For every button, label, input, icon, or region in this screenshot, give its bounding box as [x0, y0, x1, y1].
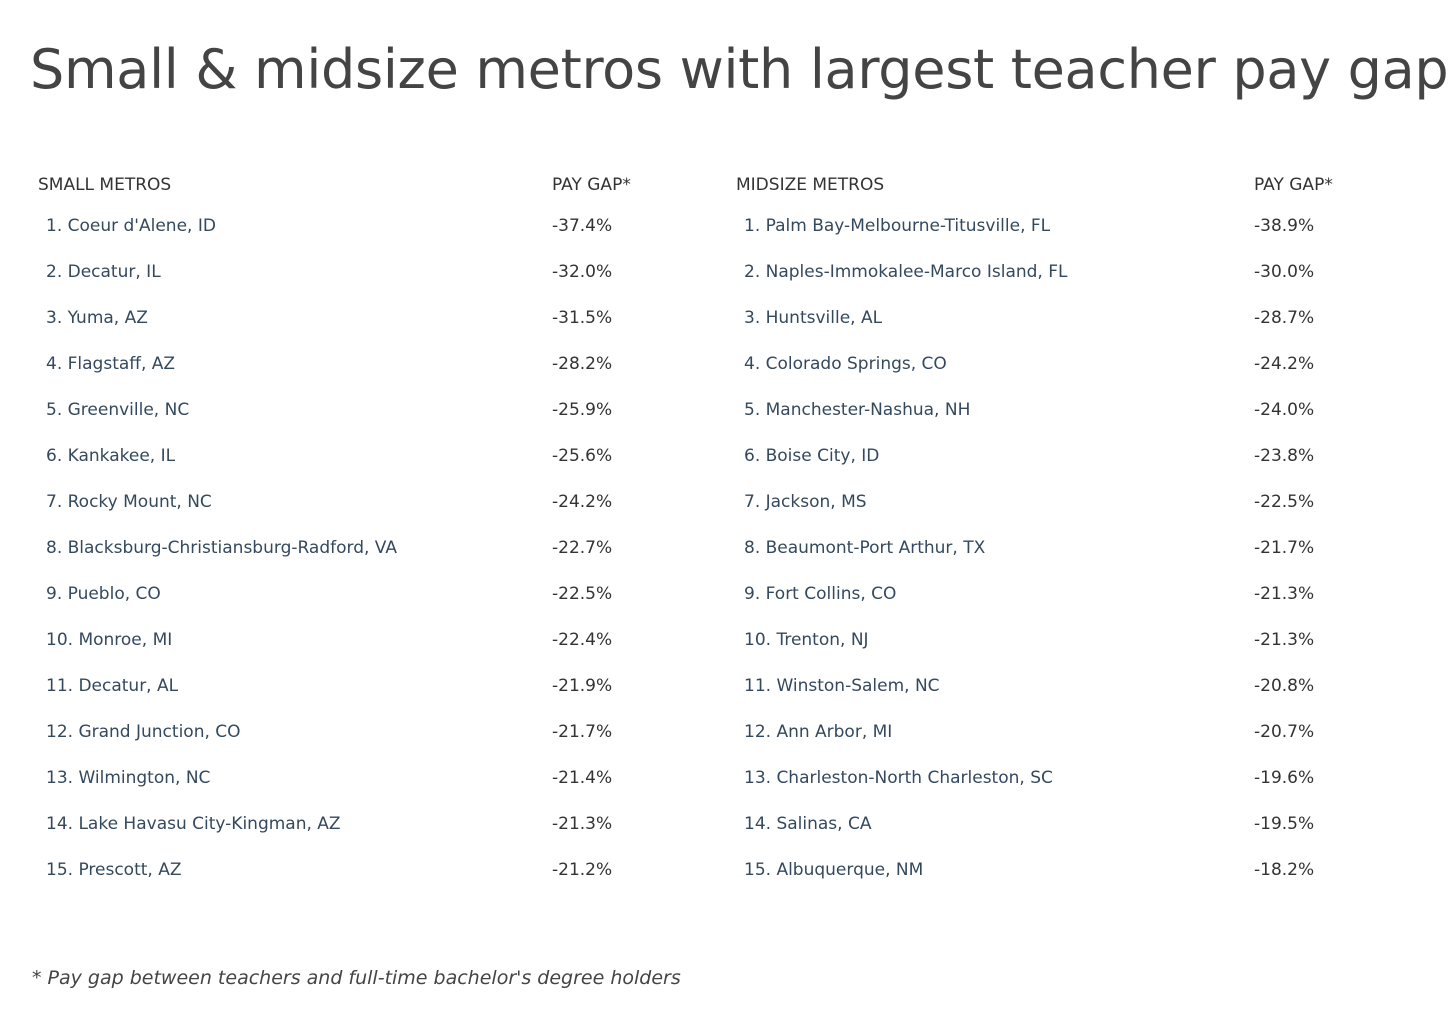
table-row — [732, 433, 1432, 479]
metro-name: 11. Winston-Salem, NC — [744, 676, 940, 696]
pay-gap-value: -28.2% — [552, 354, 613, 374]
pay-gap-value: -25.9% — [552, 400, 613, 420]
table-row — [34, 341, 724, 387]
metro-name: 9. Pueblo, CO — [46, 584, 161, 604]
pay-gap-value: -30.0% — [1254, 262, 1315, 282]
pay-gap-value: -19.6% — [1254, 768, 1315, 788]
pay-gap-value: -32.0% — [552, 262, 613, 282]
pay-gap-value: -21.2% — [552, 860, 613, 880]
pay-gap-value: -21.3% — [1254, 630, 1315, 650]
table-row — [732, 203, 1432, 249]
pay-gap-value: -22.5% — [552, 584, 613, 604]
table-row — [34, 433, 724, 479]
pay-gap-value: -21.9% — [552, 676, 613, 696]
metro-name: 4. Flagstaff, AZ — [46, 354, 176, 374]
pay-gap-value: -22.7% — [552, 538, 613, 558]
table-row — [732, 341, 1432, 387]
metro-name: 14. Lake Havasu City-Kingman, AZ — [46, 814, 341, 834]
pay-gap-value: -21.3% — [1254, 584, 1315, 604]
metro-name: 11. Decatur, AL — [46, 676, 179, 696]
pay-gap-value: -23.8% — [1254, 446, 1315, 466]
pay-gap-value: -21.7% — [552, 722, 613, 742]
small-metros-rows — [34, 203, 724, 893]
table-row — [34, 801, 724, 847]
metro-name: 10. Trenton, NJ — [744, 630, 869, 650]
metro-name: 13. Charleston-North Charleston, SC — [744, 768, 1053, 788]
pay-gap-value: -22.5% — [1254, 492, 1315, 512]
table-row — [732, 387, 1432, 433]
metro-name: 5. Greenville, NC — [46, 400, 190, 420]
table-row — [34, 249, 724, 295]
pay-gap-value: -22.4% — [552, 630, 613, 650]
column-header-metro: MIDSIZE METROS — [736, 175, 885, 195]
footnote: * Pay gap between teachers and full-time bachelor's degree holders — [32, 967, 681, 989]
metro-name: 15. Albuquerque, NM — [744, 860, 924, 880]
metro-name: 1. Palm Bay-Melbourne-Titusville, FL — [744, 216, 1051, 236]
metro-name: 9. Fort Collins, CO — [744, 584, 897, 604]
metro-name: 15. Prescott, AZ — [46, 860, 182, 880]
table-row — [732, 617, 1432, 663]
metro-name: 4. Colorado Springs, CO — [744, 354, 947, 374]
metro-name: 3. Yuma, AZ — [46, 308, 148, 328]
chart-title: Small & midsize metros with largest teacher pay gap — [30, 38, 1449, 101]
pay-gap-value: -24.2% — [1254, 354, 1315, 374]
metro-name: 3. Huntsville, AL — [744, 308, 883, 328]
midsize-metros-table — [732, 167, 1432, 893]
metro-name: 6. Boise City, ID — [744, 446, 880, 466]
metro-name: 7. Jackson, MS — [744, 492, 867, 512]
table-row — [34, 847, 724, 893]
table-row — [732, 801, 1432, 847]
table-row — [732, 249, 1432, 295]
table-row — [34, 571, 724, 617]
table-row — [34, 387, 724, 433]
metro-name: 1. Coeur d'Alene, ID — [46, 216, 216, 236]
table-row — [732, 571, 1432, 617]
pay-gap-value: -21.4% — [552, 768, 613, 788]
table-row — [34, 479, 724, 525]
metro-name: 2. Decatur, IL — [46, 262, 161, 282]
metro-name: 7. Rocky Mount, NC — [46, 492, 212, 512]
metro-name: 8. Beaumont-Port Arthur, TX — [744, 538, 986, 558]
column-header-pay-gap: PAY GAP* — [552, 175, 631, 195]
table-row — [34, 525, 724, 571]
metro-name: 12. Ann Arbor, MI — [744, 722, 893, 742]
pay-gap-value: -37.4% — [552, 216, 613, 236]
table-row — [732, 525, 1432, 571]
table-row — [34, 663, 724, 709]
pay-gap-value: -18.2% — [1254, 860, 1315, 880]
table-header-row — [732, 167, 1432, 203]
table-row — [732, 709, 1432, 755]
pay-gap-value: -38.9% — [1254, 216, 1315, 236]
pay-gap-value: -20.8% — [1254, 676, 1315, 696]
pay-gap-value: -25.6% — [552, 446, 613, 466]
pay-gap-value: -21.3% — [552, 814, 613, 834]
table-row — [732, 295, 1432, 341]
metro-name: 13. Wilmington, NC — [46, 768, 211, 788]
table-row — [34, 755, 724, 801]
metro-name: 12. Grand Junction, CO — [46, 722, 241, 742]
table-row — [34, 203, 724, 249]
metro-name: 2. Naples-Immokalee-Marco Island, FL — [744, 262, 1068, 282]
pay-gap-value: -24.0% — [1254, 400, 1315, 420]
pay-gap-value: -28.7% — [1254, 308, 1315, 328]
table-row — [732, 847, 1432, 893]
column-header-pay-gap: PAY GAP* — [1254, 175, 1333, 195]
table-row — [732, 755, 1432, 801]
pay-gap-value: -21.7% — [1254, 538, 1315, 558]
table-row — [34, 617, 724, 663]
metro-name: 6. Kankakee, IL — [46, 446, 176, 466]
small-metros-table — [34, 167, 724, 893]
table-row — [34, 709, 724, 755]
table-row — [732, 663, 1432, 709]
table-row — [732, 479, 1432, 525]
metro-name: 10. Monroe, MI — [46, 630, 173, 650]
midsize-metros-rows — [732, 203, 1432, 893]
pay-gap-value: -20.7% — [1254, 722, 1315, 742]
metro-name: 5. Manchester-Nashua, NH — [744, 400, 971, 420]
table-row — [34, 295, 724, 341]
table-header-row — [34, 167, 724, 203]
metro-name: 8. Blacksburg-Christiansburg-Radford, VA — [46, 538, 397, 558]
metro-name: 14. Salinas, CA — [744, 814, 872, 834]
column-header-metro: SMALL METROS — [38, 175, 172, 195]
pay-gap-value: -19.5% — [1254, 814, 1315, 834]
pay-gap-value: -31.5% — [552, 308, 613, 328]
pay-gap-value: -24.2% — [552, 492, 613, 512]
